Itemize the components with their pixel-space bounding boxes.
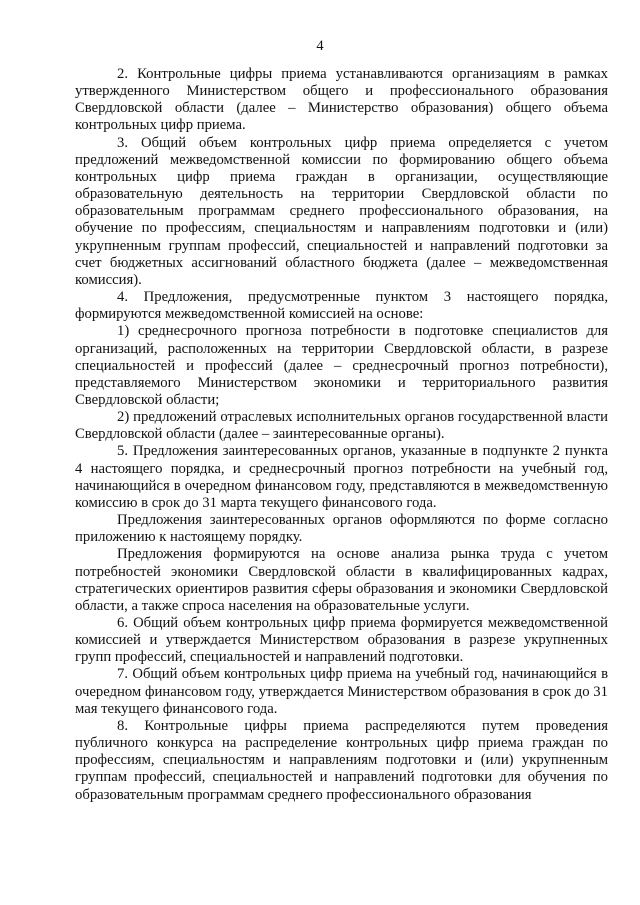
paragraph-5-form: Предложения заинтересованных органов оформляются по форме согласно приложению к настоящему порядку. — [75, 512, 608, 546]
paragraph-5: 5. Предложения заинтересованных органов, указанные в подпункте 2 пункта 4 настоящего порядка, и среднесрочный прогноз потребности на учебный год, начинающийся в очередном финансовом году, представляются в межведомственную комиссию в срок до 31 марта текущего финансового года. — [75, 443, 608, 511]
document-body — [75, 66, 608, 804]
paragraph-4: 4. Предложения, предусмотренные пунктом 3 настоящего порядка, формируются межведомственной комиссией на основе: — [75, 289, 608, 323]
paragraph-3: 3. Общий объем контрольных цифр приема определяется с учетом предложений межведомственной комиссии по формированию общего объема контрольных цифр приема граждан в организации, осуществляющие образовательную деятельность на территории Свердловской области по образовательным программам среднего профессионального образования, на обучение по профессиям, специальностям и направлениям подготовки и (или) укрупненным группам профессий, специальностей и направлений подготовки за счет бюджетных ассигнований областного бюджета (далее – межведомственная комиссия). — [75, 134, 608, 288]
paragraph-6: 6. Общий объем контрольных цифр приема формируется межведомственной комиссией и утверждается Министерством образования в разрезе укрупненных групп профессий, специальностей и направлений подготовки. — [75, 615, 608, 666]
paragraph-4-item-1: 1) среднесрочного прогноза потребности в подготовке специалистов для организаций, расположенных на территории Свердловской области, в разрезе специальностей и профессий (далее – среднесрочный прогноз потребности), представляемого Министерством экономики и территориального развития Свердловской области; — [75, 323, 608, 408]
page-number: 4 — [316, 38, 324, 54]
paragraph-4-item-2: 2) предложений отраслевых исполнительных органов государственной власти Свердловской области (далее – заинтересованные органы). — [75, 409, 608, 443]
paragraph-7: 7. Общий объем контрольных цифр приема на учебный год, начинающийся в очередном финансовом году, утверждается Министерством образования в срок до 31 мая текущего финансового года. — [75, 666, 608, 717]
paragraph-5-basis: Предложения формируются на основе анализа рынка труда с учетом потребностей экономики Свердловской области в квалифицированных кадрах, стратегических ориентиров развития сферы образования и экономики Свердловской области, а также спроса населения на образовательные услуги. — [75, 546, 608, 614]
paragraph-8: 8. Контрольные цифры приема распределяются путем проведения публичного конкурса на распределение контрольных цифр приема граждан по профессиям, специальностям и направлениям подготовки и (или) укрупненным группам профессий, специальностей и направлений подготовки для обучения по образовательным программам среднего профессионального образования — [75, 717, 608, 803]
paragraph-2: 2. Контрольные цифры приема устанавливаются организациям в рамках утвержденного Министерством общего и профессионального образования Свердловской области (далее – Министерство образования) общего объема контрольных цифр приема. — [75, 66, 608, 134]
